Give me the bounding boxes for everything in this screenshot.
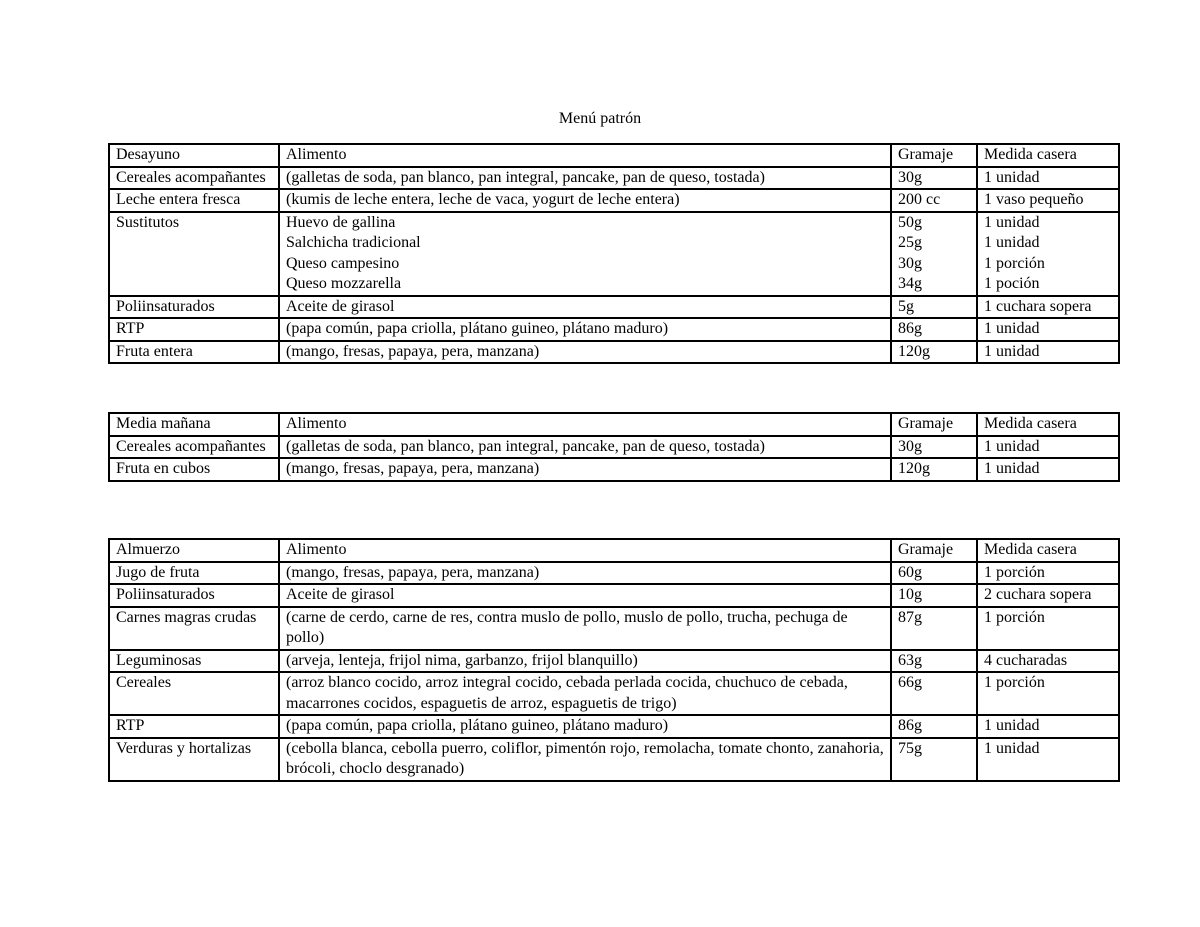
food-item: (papa común, papa criolla, plátano guineo, plátano maduro) xyxy=(286,717,669,734)
gramaje-value: 120g xyxy=(898,342,930,360)
group-cell: Fruta entera xyxy=(109,341,279,364)
group-cell: Leguminosas xyxy=(109,650,279,673)
medida-value: 1 unidad xyxy=(984,320,1040,337)
breakfast-table xyxy=(108,143,1120,364)
gramaje-value: 34g xyxy=(898,275,922,292)
gramaje-value: 30g xyxy=(898,437,922,455)
food-item: Aceite de girasol xyxy=(286,297,395,315)
group-cell: RTP xyxy=(109,715,279,738)
medida-value: 1 unidad xyxy=(984,739,1040,757)
gramaje-cell xyxy=(891,650,977,673)
food-item: (mango, fresas, papaya, pera, manzana) xyxy=(286,342,540,360)
food-cell xyxy=(279,318,891,341)
medida-cell xyxy=(977,715,1119,738)
food-item: Huevo de gallina xyxy=(286,213,396,231)
gramaje-cell xyxy=(891,607,977,650)
gramaje-value: 25g xyxy=(898,234,922,251)
table-row xyxy=(109,672,1119,715)
gramaje-value: 86g xyxy=(898,320,922,337)
gramaje-value: 5g xyxy=(898,297,914,315)
medida-value: 1 unidad xyxy=(984,460,1040,477)
table-row xyxy=(109,436,1119,459)
food-cell xyxy=(279,562,891,585)
gramaje-cell xyxy=(891,584,977,607)
food-cell xyxy=(279,167,891,190)
group-cell: Poliinsaturados xyxy=(109,296,279,319)
medida-value: 1 unidad xyxy=(984,234,1040,251)
gramaje-header: Gramaje xyxy=(891,144,977,167)
food-item: Salchicha tradicional xyxy=(286,234,421,251)
medida-cell xyxy=(977,436,1119,459)
table-row xyxy=(109,189,1119,212)
food-item: (papa común, papa criolla, plátano guineo, plátano maduro) xyxy=(286,320,669,337)
gramaje-value: 50g xyxy=(898,213,922,231)
medida-value: 1 unidad xyxy=(984,717,1040,734)
medida-value: 1 vaso pequeño xyxy=(984,191,1084,208)
food-header: Alimento xyxy=(279,413,891,436)
food-item: (galletas de soda, pan blanco, pan integral, pancake, pan de queso, tostada) xyxy=(286,168,765,186)
group-cell: Fruta en cubos xyxy=(109,458,279,481)
gramaje-cell xyxy=(891,436,977,459)
group-cell: Cereales acompañantes xyxy=(109,436,279,459)
medida-cell xyxy=(977,318,1119,341)
medida-header: Medida casera xyxy=(977,539,1119,562)
gramaje-cell xyxy=(891,296,977,319)
medida-value: 1 porción xyxy=(984,674,1045,691)
food-item: Queso campesino xyxy=(286,254,400,272)
page-title: Menú patrón xyxy=(558,110,642,127)
gramaje-value: 63g xyxy=(898,651,922,669)
gramaje-value: 10g xyxy=(898,586,922,603)
group-cell: Poliinsaturados xyxy=(109,584,279,607)
gramaje-value: 87g xyxy=(898,608,922,626)
food-cell xyxy=(279,458,891,481)
gramaje-cell xyxy=(891,715,977,738)
medida-value: 1 poción xyxy=(984,275,1040,292)
food-item: (kumis de leche entera, leche de vaca, yogurt de leche entera) xyxy=(286,191,680,208)
table-row xyxy=(109,715,1119,738)
mid-morning-table xyxy=(108,412,1120,482)
food-item: Aceite de girasol xyxy=(286,586,395,603)
gramaje-value: 60g xyxy=(898,563,922,581)
medida-cell xyxy=(977,458,1119,481)
meal-header: Almuerzo xyxy=(109,539,279,562)
food-header: Alimento xyxy=(279,539,891,562)
group-cell: Verduras y hortalizas xyxy=(109,738,279,781)
medida-value: 2 cuchara sopera xyxy=(984,586,1092,603)
food-item: (mango, fresas, papaya, pera, manzana) xyxy=(286,460,540,477)
group-cell: RTP xyxy=(109,318,279,341)
medida-cell xyxy=(977,584,1119,607)
medida-cell xyxy=(977,562,1119,585)
medida-header: Medida casera xyxy=(977,144,1119,167)
medida-value: 1 unidad xyxy=(984,213,1040,231)
group-cell: Leche entera fresca xyxy=(109,189,279,212)
medida-value: 1 unidad xyxy=(984,437,1040,455)
meal-header: Media mañana xyxy=(109,413,279,436)
gramaje-header: Gramaje xyxy=(891,413,977,436)
food-cell xyxy=(279,672,891,715)
food-cell xyxy=(279,296,891,319)
food-item: (arveja, lenteja, frijol nima, garbanzo, frijol blanquillo) xyxy=(286,651,638,669)
food-item: (arroz blanco cocido, arroz integral cocido, cebada perlada cocida, chuchuco de cebada, macarrones cocidos, espaguetis de arroz, espaguetis de trigo) xyxy=(286,674,848,712)
food-cell xyxy=(279,584,891,607)
medida-cell xyxy=(977,672,1119,715)
gramaje-value: 120g xyxy=(898,460,930,477)
medida-value: 1 porción xyxy=(984,254,1045,272)
medida-cell xyxy=(977,296,1119,319)
group-cell: Carnes magras crudas xyxy=(109,607,279,650)
gramaje-value: 75g xyxy=(898,739,922,757)
gramaje-cell xyxy=(891,167,977,190)
table-row xyxy=(109,341,1119,364)
gramaje-cell xyxy=(891,562,977,585)
food-item: (cebolla blanca, cebolla puerro, coliflor, pimentón rojo, remolacha, tomate chonto, zanahoria, brócoli, choclo desgranado) xyxy=(286,739,884,777)
medida-cell xyxy=(977,167,1119,190)
table-row xyxy=(109,562,1119,585)
table-row xyxy=(109,584,1119,607)
medida-cell xyxy=(977,607,1119,650)
food-cell xyxy=(279,212,891,296)
food-cell xyxy=(279,436,891,459)
meal-header: Desayuno xyxy=(109,144,279,167)
medida-cell xyxy=(977,341,1119,364)
medida-cell xyxy=(977,212,1119,296)
table-row xyxy=(109,167,1119,190)
gramaje-cell xyxy=(891,672,977,715)
food-cell xyxy=(279,189,891,212)
gramaje-cell xyxy=(891,189,977,212)
table-row xyxy=(109,650,1119,673)
medida-header: Medida casera xyxy=(977,413,1119,436)
food-cell xyxy=(279,650,891,673)
table-row xyxy=(109,738,1119,781)
medida-value: 1 unidad xyxy=(984,342,1040,360)
gramaje-value: 66g xyxy=(898,674,922,691)
food-header: Alimento xyxy=(279,144,891,167)
food-item: (mango, fresas, papaya, pera, manzana) xyxy=(286,563,540,581)
group-cell: Cereales acompañantes xyxy=(109,167,279,190)
table-row xyxy=(109,212,1119,296)
food-cell xyxy=(279,738,891,781)
table-row xyxy=(109,458,1119,481)
lunch-table xyxy=(108,538,1120,782)
medida-value: 1 porción xyxy=(984,563,1045,581)
medida-cell xyxy=(977,738,1119,781)
gramaje-cell xyxy=(891,212,977,296)
food-item: (carne de cerdo, carne de res, contra muslo de pollo, muslo de pollo, trucha, pechuga de pollo) xyxy=(286,608,848,646)
gramaje-cell xyxy=(891,318,977,341)
medida-cell xyxy=(977,650,1119,673)
medida-cell xyxy=(977,189,1119,212)
food-cell xyxy=(279,341,891,364)
gramaje-value: 30g xyxy=(898,254,922,272)
medida-value: 4 cucharadas xyxy=(984,651,1068,669)
medida-value: 1 porción xyxy=(984,608,1045,626)
table-header-row xyxy=(109,144,1119,167)
group-cell: Cereales xyxy=(109,672,279,715)
group-cell: Jugo de fruta xyxy=(109,562,279,585)
gramaje-cell xyxy=(891,738,977,781)
table-row xyxy=(109,318,1119,341)
food-item: Queso mozzarella xyxy=(286,275,402,292)
table-row xyxy=(109,296,1119,319)
food-cell xyxy=(279,607,891,650)
table-header-row xyxy=(109,413,1119,436)
food-item: (galletas de soda, pan blanco, pan integral, pancake, pan de queso, tostada) xyxy=(286,437,765,455)
table-row xyxy=(109,607,1119,650)
group-cell: Sustitutos xyxy=(109,212,279,296)
medida-value: 1 unidad xyxy=(984,168,1040,186)
medida-value: 1 cuchara sopera xyxy=(984,297,1092,315)
gramaje-cell xyxy=(891,341,977,364)
food-cell xyxy=(279,715,891,738)
gramaje-value: 86g xyxy=(898,717,922,734)
gramaje-header: Gramaje xyxy=(891,539,977,562)
gramaje-cell xyxy=(891,458,977,481)
gramaje-value: 30g xyxy=(898,168,922,186)
gramaje-value: 200 cc xyxy=(898,191,941,208)
table-header-row xyxy=(109,539,1119,562)
